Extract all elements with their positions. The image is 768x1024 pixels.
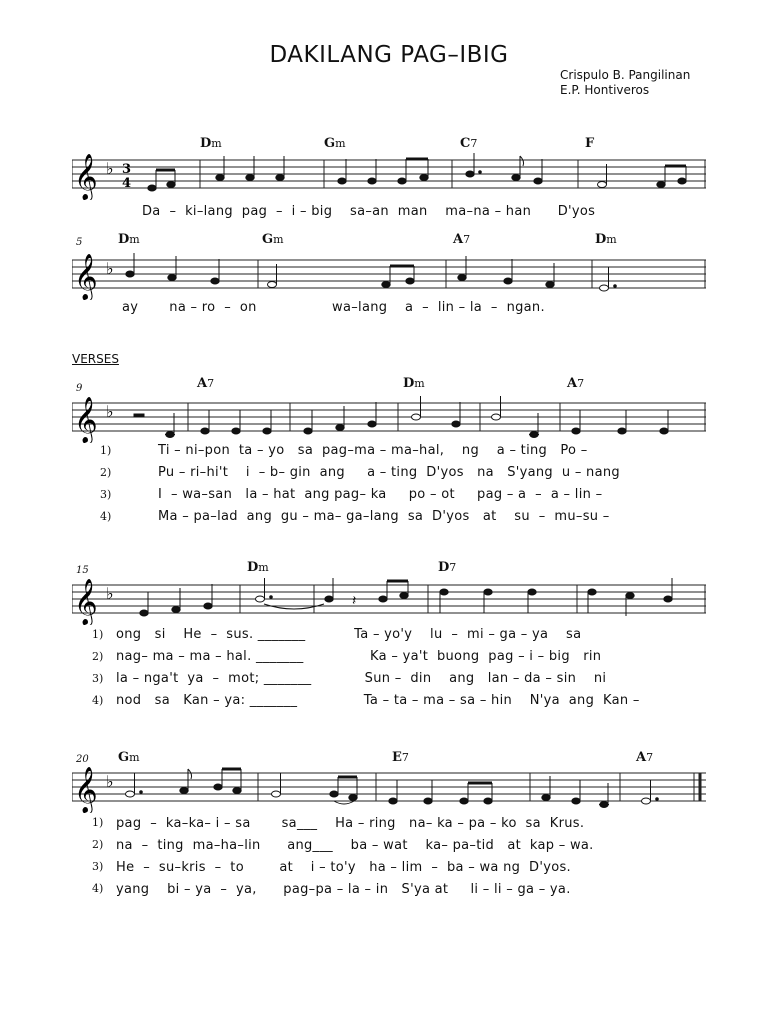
note [304, 428, 312, 434]
verse-number: 2) [92, 650, 104, 663]
note [528, 589, 536, 595]
verse-number: 3) [100, 488, 112, 501]
chord-symbol: Gm [324, 136, 346, 151]
chord-symbol: Gm [118, 750, 140, 765]
verse-number: 2) [100, 466, 112, 479]
note [492, 414, 501, 420]
flat-key-icon: ♭ [106, 259, 114, 278]
note [214, 784, 222, 790]
verses-heading: VERSES [72, 352, 119, 366]
lyric-line: Da – ki–lang pag – i – big sa–an man ma–na – han D'yos [142, 204, 596, 219]
song-title: DAKILANG PAG–IBIG [269, 42, 509, 68]
lyric-line: ong si He – sus. _______ Ta – yo'y lu – mi – ga – ya sa [116, 627, 582, 642]
note [232, 428, 240, 434]
lyric-line: yang bi – ya – ya, pag–pa – la – in S'ya at li – li – ga – ya. [116, 882, 571, 897]
chord-symbol: E7 [392, 750, 409, 765]
lyricist-credit: E.P. Hontiveros [560, 83, 650, 97]
music-staff [72, 575, 706, 625]
treble-clef-icon: 𝄞 [74, 767, 98, 813]
verse-number: 1) [92, 628, 104, 641]
measure-number: 20 [76, 754, 89, 765]
note [660, 428, 668, 434]
note [172, 607, 180, 613]
lyric-line: nag– ma – ma – hal. _______ Ka – ya't buong pag – i – big rin [116, 649, 602, 664]
treble-clef-icon: 𝄞 [74, 397, 98, 443]
measure-number: 5 [76, 237, 83, 248]
note [400, 593, 408, 599]
chord-symbol: A7 [197, 376, 215, 391]
note [664, 596, 672, 602]
note [338, 178, 346, 184]
note [349, 795, 357, 801]
note [600, 285, 609, 291]
note [572, 798, 580, 804]
half-rest-icon [134, 414, 144, 417]
note [126, 791, 135, 797]
note [246, 175, 254, 181]
chord-symbol: A7 [567, 376, 585, 391]
note [167, 182, 175, 188]
note [598, 182, 607, 188]
note [657, 182, 665, 188]
note [268, 282, 277, 288]
note [626, 593, 634, 599]
note [126, 271, 134, 277]
chord-symbol: F [585, 136, 595, 151]
lyric-line: He – su–kris – to at i – to'y ha – lim – ba – wa ng D'yos. [116, 860, 571, 875]
chord-symbol: A7 [453, 232, 471, 247]
music-staff [72, 250, 706, 300]
measure-number: 9 [76, 383, 83, 394]
note [484, 589, 492, 595]
note [368, 178, 376, 184]
note [368, 421, 376, 427]
note [211, 278, 219, 284]
note [168, 275, 176, 281]
note [204, 603, 212, 609]
lyric-line: Ma – pa–lad ang gu – ma– ga–lang sa D'yos at su – mu–su – [158, 509, 610, 524]
chord-symbol: Dm [247, 560, 269, 575]
chord-symbol: Dm [403, 376, 425, 391]
flat-key-icon: ♭ [106, 584, 114, 603]
chord-symbol: Dm [118, 232, 140, 247]
verse-number: 1) [92, 816, 104, 829]
note [466, 171, 474, 177]
flat-key-icon: ♭ [106, 402, 114, 421]
note [678, 178, 686, 184]
note [642, 798, 651, 804]
note [534, 178, 542, 184]
lyric-line: la – nga't ya – mot; _______ Sun – din ang lan – da – sin ni [116, 671, 607, 686]
music-staff [72, 763, 706, 813]
note [256, 596, 265, 602]
note [276, 175, 284, 181]
measure-number: 15 [76, 565, 89, 576]
note [398, 178, 406, 184]
note [618, 428, 626, 434]
note [420, 175, 428, 181]
quarter-rest-icon: 𝄽 [352, 593, 357, 609]
note [412, 414, 421, 420]
note [272, 791, 281, 797]
verse-number: 3) [92, 860, 104, 873]
note [180, 788, 188, 794]
chord-symbol: Dm [595, 232, 617, 247]
lyric-line: na – ting ma–ha–lin ang___ ba – wat ka– pa–tid at kap – wa. [116, 838, 594, 853]
chord-symbol: Dm [200, 136, 222, 151]
note [406, 278, 414, 284]
lyric-line: pag – ka–ka– i – sa sa___ Ha – ring na– ka – pa – ko sa Krus. [116, 816, 585, 831]
note [148, 185, 156, 191]
note [389, 798, 397, 804]
flat-key-icon: ♭ [106, 772, 114, 791]
treble-clef-icon: 𝄞 [74, 579, 98, 625]
note [216, 175, 224, 181]
treble-clef-icon: 𝄞 [74, 154, 98, 200]
chord-symbol: Gm [262, 232, 284, 247]
note [484, 798, 492, 804]
note [440, 589, 448, 595]
note [382, 282, 390, 288]
note [263, 428, 271, 434]
lyric-line: I – wa–san la – hat ang pag– ka po – ot pag – a – a – lin – [158, 487, 603, 502]
chord-symbol: D7 [438, 560, 457, 575]
verse-number: 4) [92, 694, 104, 707]
note [512, 175, 520, 181]
chord-symbol: A7 [636, 750, 654, 765]
note [330, 791, 338, 797]
note [424, 798, 432, 804]
note [452, 421, 460, 427]
verse-number: 2) [92, 838, 104, 851]
note [325, 596, 333, 602]
note [233, 788, 241, 794]
note [460, 798, 468, 804]
time-signature-bottom: 4 [122, 176, 132, 191]
verse-number: 3) [92, 672, 104, 685]
flat-key-icon: ♭ [106, 159, 114, 178]
note [572, 428, 580, 434]
note [140, 610, 148, 616]
treble-clef-icon: 𝄞 [74, 254, 98, 300]
lyric-line: ay na – ro – on wa–lang a – lin – la – ngan. [122, 300, 545, 315]
verse-number: 4) [100, 510, 112, 523]
note [458, 275, 466, 281]
note [504, 278, 512, 284]
chord-symbol: C7 [460, 136, 478, 151]
music-staff [72, 393, 706, 443]
time-signature-top: 3 [122, 162, 132, 177]
music-staff [72, 150, 706, 200]
note [201, 428, 209, 434]
lyric-line: Pu – ri–hi't i – b– gin ang a – ting D'yos na S'yang u – nang [158, 465, 620, 480]
verse-number: 4) [92, 882, 104, 895]
note [542, 795, 550, 801]
composer-credit: Crispulo B. Pangilinan [560, 68, 691, 82]
verse-number: 1) [100, 444, 112, 457]
note [588, 589, 596, 595]
note [379, 596, 387, 602]
note [546, 282, 554, 288]
lyric-line: Ti – ni–pon ta – yo sa pag–ma – ma–hal, ng a – ting Po – [158, 443, 588, 458]
lyric-line: nod sa Kan – ya: _______ Ta – ta – ma – sa – hin N'ya ang Kan – [116, 693, 640, 708]
note [336, 425, 344, 431]
